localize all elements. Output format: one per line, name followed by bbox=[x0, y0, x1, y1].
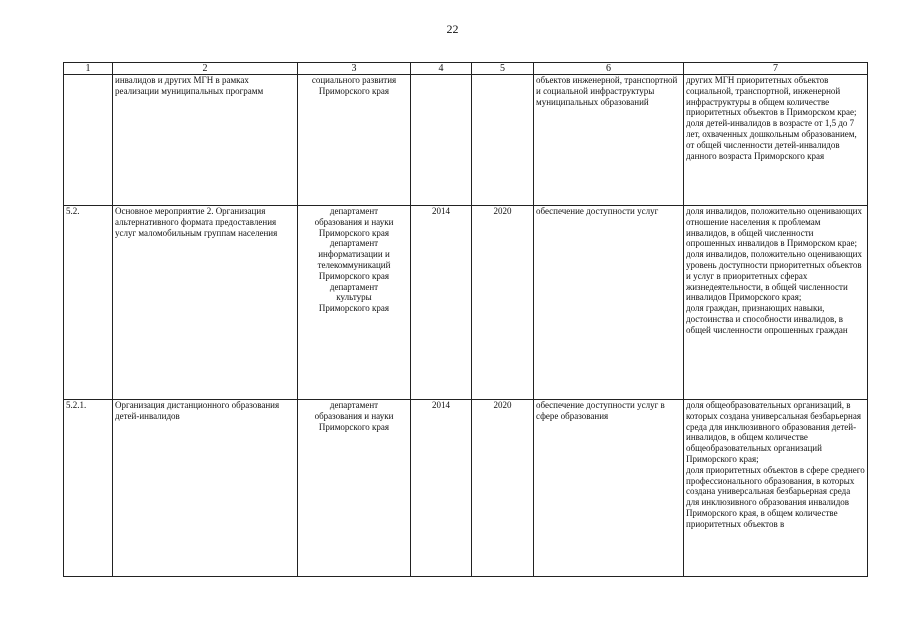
column-header: 3 bbox=[298, 63, 411, 75]
start-year bbox=[411, 75, 472, 206]
table-row bbox=[64, 75, 868, 206]
executor: социального развития Приморского края bbox=[298, 75, 411, 206]
column-header: 6 bbox=[534, 63, 684, 75]
column-number-row bbox=[64, 63, 868, 75]
end-year: 2020 bbox=[472, 400, 534, 577]
executor: департамент образования и науки Приморского края bbox=[298, 400, 411, 577]
activity-name: Организация дистанционного образования детей-инвалидов bbox=[113, 400, 298, 577]
page-number: 22 bbox=[446, 22, 459, 36]
column-header: 5 bbox=[472, 63, 534, 75]
table-row bbox=[64, 206, 868, 400]
expected-result: обеспечение доступности услуг в сфере образования bbox=[534, 400, 684, 577]
program-table bbox=[63, 62, 868, 577]
end-year: 2020 bbox=[472, 206, 534, 400]
column-header: 7 bbox=[684, 63, 868, 75]
activity-name: Основное мероприятие 2. Организация альтернативного формата предоставления услуг маломобильным группам населения bbox=[113, 206, 298, 400]
start-year: 2014 bbox=[411, 206, 472, 400]
expected-result: объектов инженерной, транспортной и социальной инфраструктуры муниципальных образований bbox=[534, 75, 684, 206]
item-number bbox=[64, 75, 113, 206]
indicators: доля общеобразовательных организаций, в которых создана универсальная безбарьерная среда для инклюзивного образования детей-инвалидов, в общем количестве общеобразовательных организаций Приморского края; доля приоритетных объектов в сфере среднего профессионального образования, в которых создана универсальная безбарьерная среда для инклюзивного образования инвалидов Приморского края, в общем количестве приоритетных объектов в bbox=[684, 400, 868, 577]
column-header: 2 bbox=[113, 63, 298, 75]
executor: департамент образования и науки Приморского края департамент информатизации и телекоммуникаций Приморского края департамент культуры Приморского края bbox=[298, 206, 411, 400]
start-year: 2014 bbox=[411, 400, 472, 577]
table-row bbox=[64, 400, 868, 577]
activity-name: инвалидов и других МГН в рамках реализации муниципальных программ bbox=[113, 75, 298, 206]
column-header: 4 bbox=[411, 63, 472, 75]
indicators: других МГН приоритетных объектов социальной, транспортной, инженерной инфраструктуры в общем количестве приоритетных объектов в Приморском крае; доля детей-инвалидов в возрасте от 1,5 до 7 лет, охваченных дошкольным образованием, от общей численности детей-инвалидов данного возраста Приморского края bbox=[684, 75, 868, 206]
end-year bbox=[472, 75, 534, 206]
column-header: 1 bbox=[64, 63, 113, 75]
item-number: 5.2. bbox=[64, 206, 113, 400]
item-number: 5.2.1. bbox=[64, 400, 113, 577]
indicators: доля инвалидов, положительно оценивающих отношение населения к проблемам инвалидов, в общей численности опрошенных инвалидов в Приморском крае; доля инвалидов, положительно оценивающих уровень доступности приоритетных объектов и услуг в приоритетных сферах жизнедеятельности, в общей численности инвалидов Приморского края; доля граждан, признающих навыки, достоинства и способности инвалидов, в общей численности опрошенных граждан bbox=[684, 206, 868, 400]
expected-result: обеспечение доступности услуг bbox=[534, 206, 684, 400]
